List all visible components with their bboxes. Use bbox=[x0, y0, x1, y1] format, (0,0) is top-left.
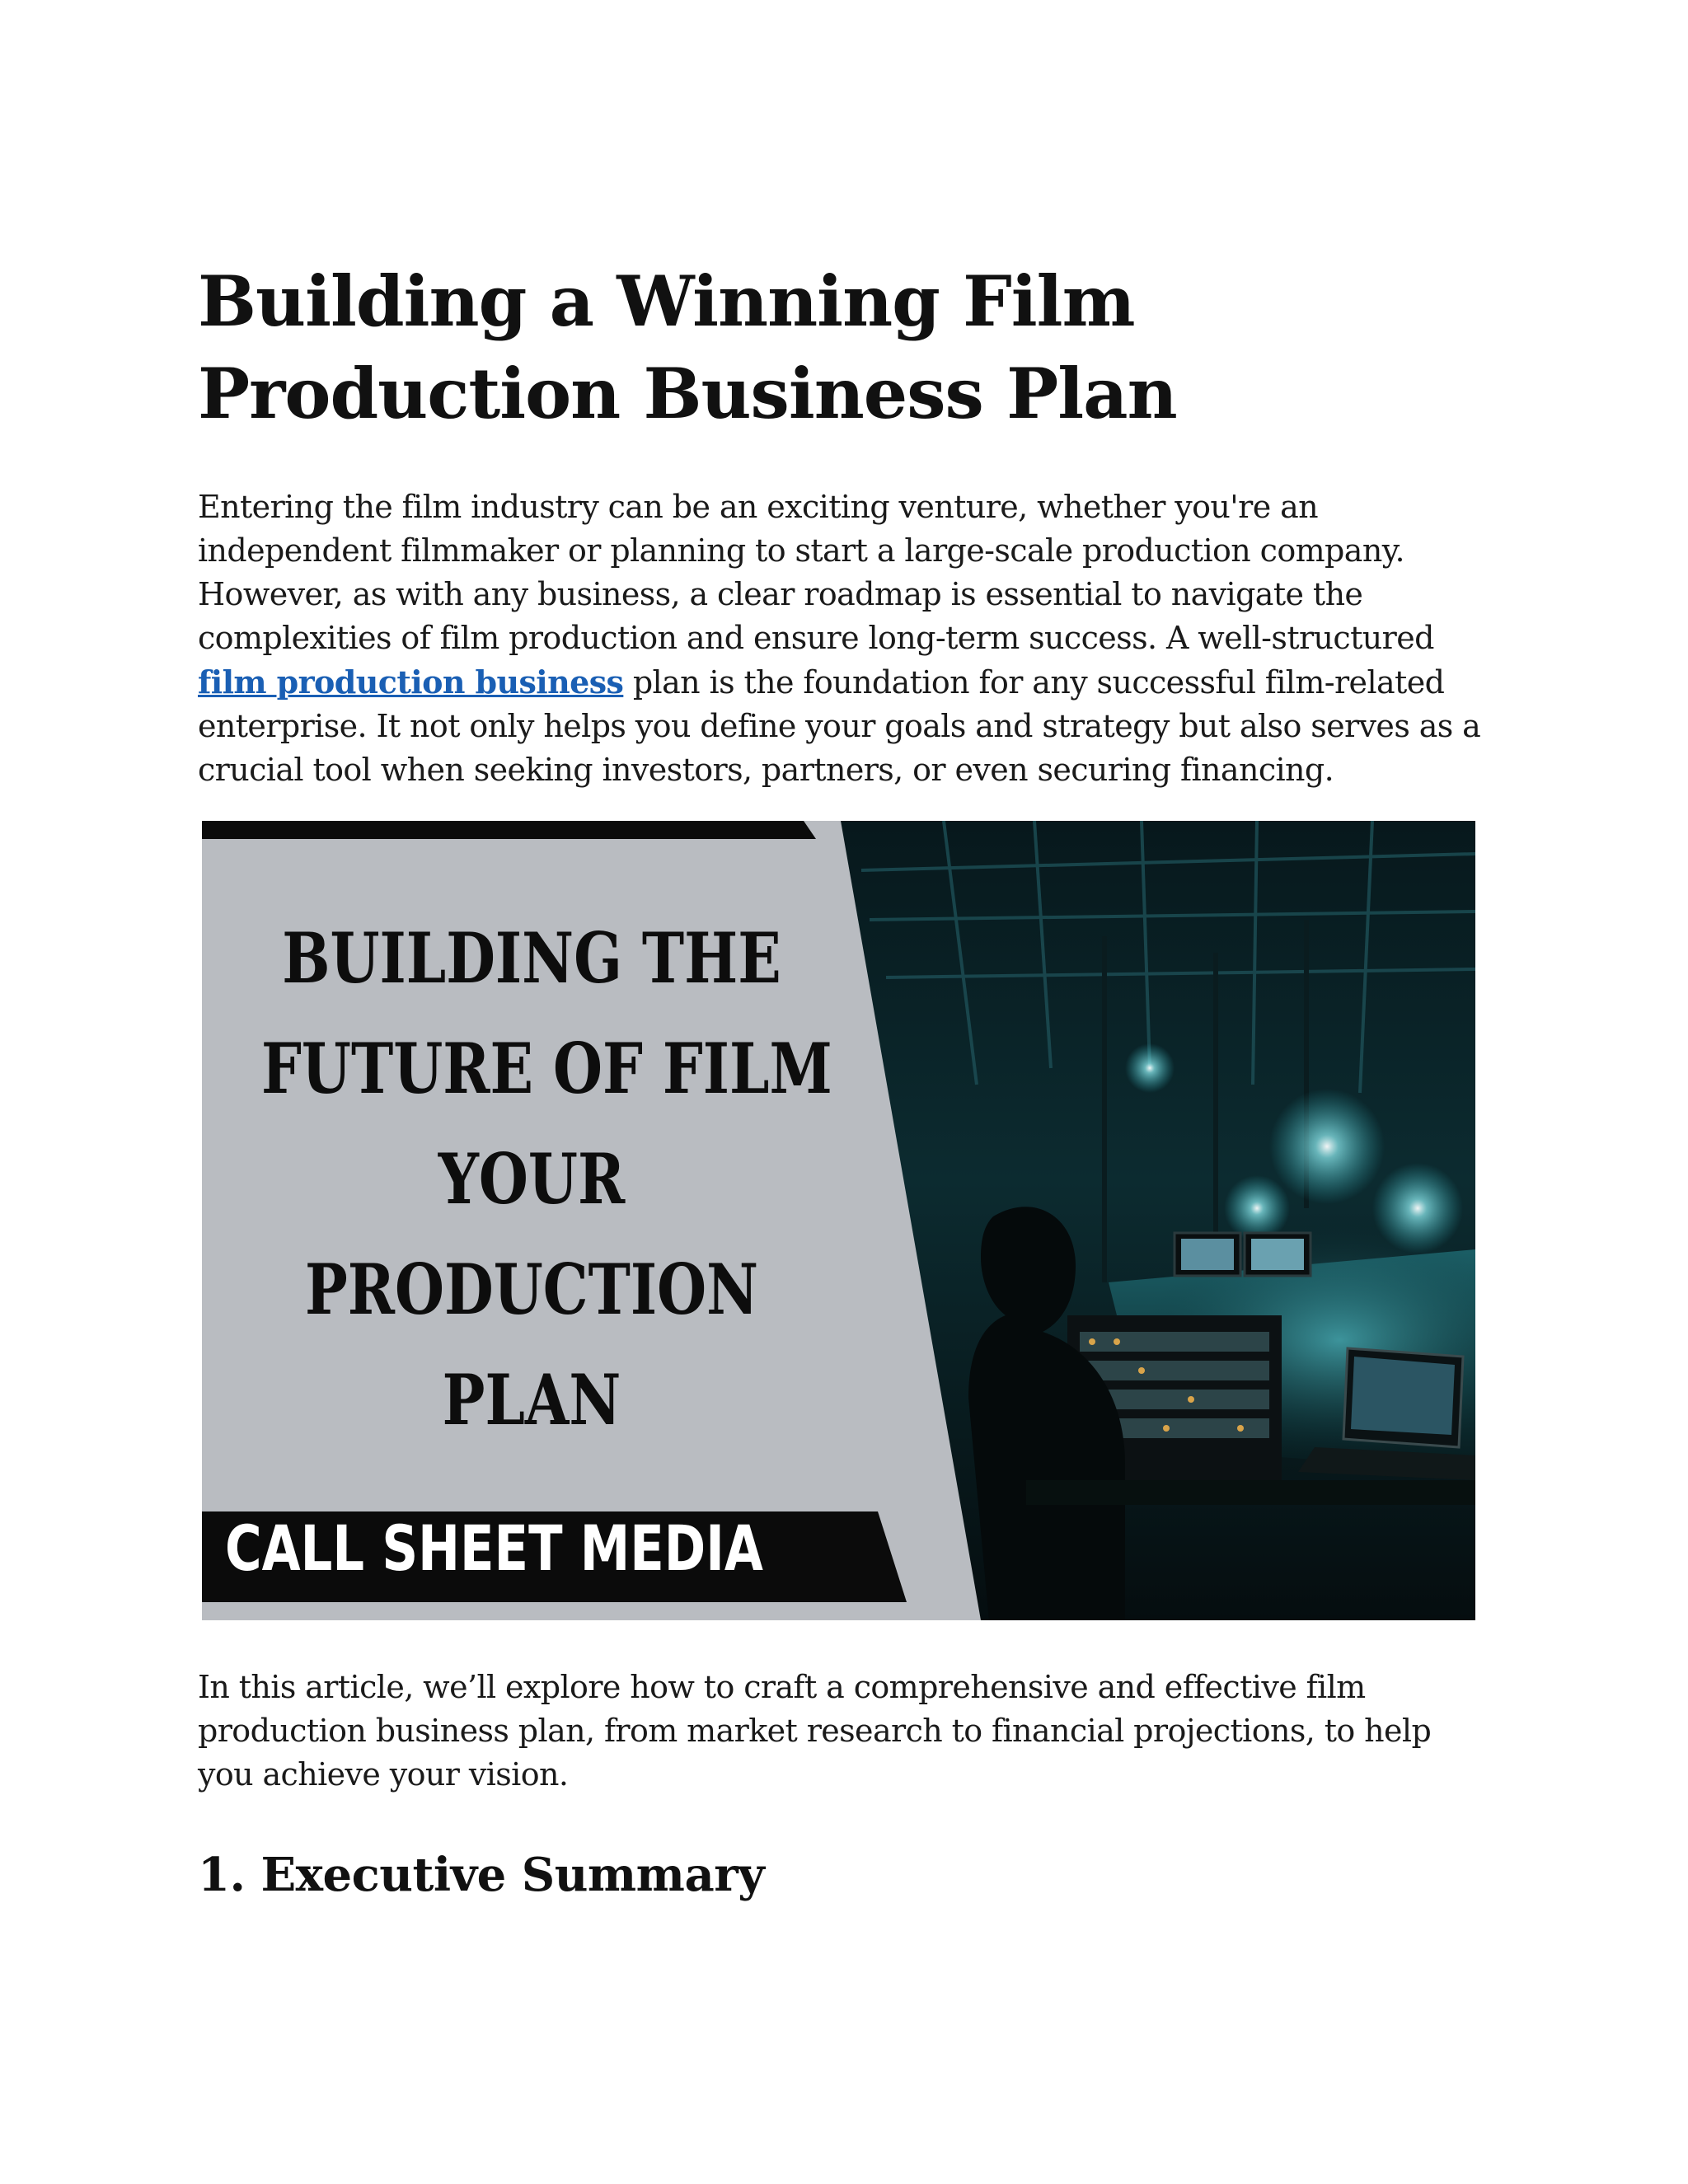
intro-text-after-link: plan is the foundation for any successful film-related enterprise. It not only helps you define your goals and strategy but also serves as a crucial tool when seeking investors, partners, or even securing financing. bbox=[198, 664, 1481, 788]
film-production-business-link[interactable]: film production business bbox=[198, 663, 624, 701]
hero-line: FUTURE OF FILM bbox=[261, 1028, 832, 1109]
hero-image bbox=[202, 821, 1475, 1620]
hero-line: PLAN bbox=[442, 1359, 621, 1441]
hero-headline bbox=[261, 903, 832, 1455]
hero-line: PRODUCTION bbox=[304, 1249, 759, 1330]
section-heading: 1. Executive Summary bbox=[198, 1848, 765, 1902]
after-image-paragraph: In this article, we’ll explore how to craft a comprehensive and effective film production business plan, from market research to financial projections, to help you achieve your vision. bbox=[198, 1669, 1432, 1793]
intro-text-before-link: Entering the film industry can be an exciting venture, whether you're an independent filmmaker or planning to start a large-scale production company. However, as with any business, a clear roadmap is essential to navigate the complexities of film production and ensure long-term success. A well-structured bbox=[198, 489, 1434, 656]
hero-brand-label: CALL SHEET MEDIA bbox=[225, 1511, 763, 1585]
hero-line: YOUR bbox=[438, 1138, 626, 1220]
intro-paragraph bbox=[198, 485, 1484, 792]
document-page bbox=[198, 255, 1484, 1904]
hero-line: BUILDING THE bbox=[282, 917, 781, 999]
page-title: Building a Winning Film Production Business Plan bbox=[198, 260, 1177, 434]
